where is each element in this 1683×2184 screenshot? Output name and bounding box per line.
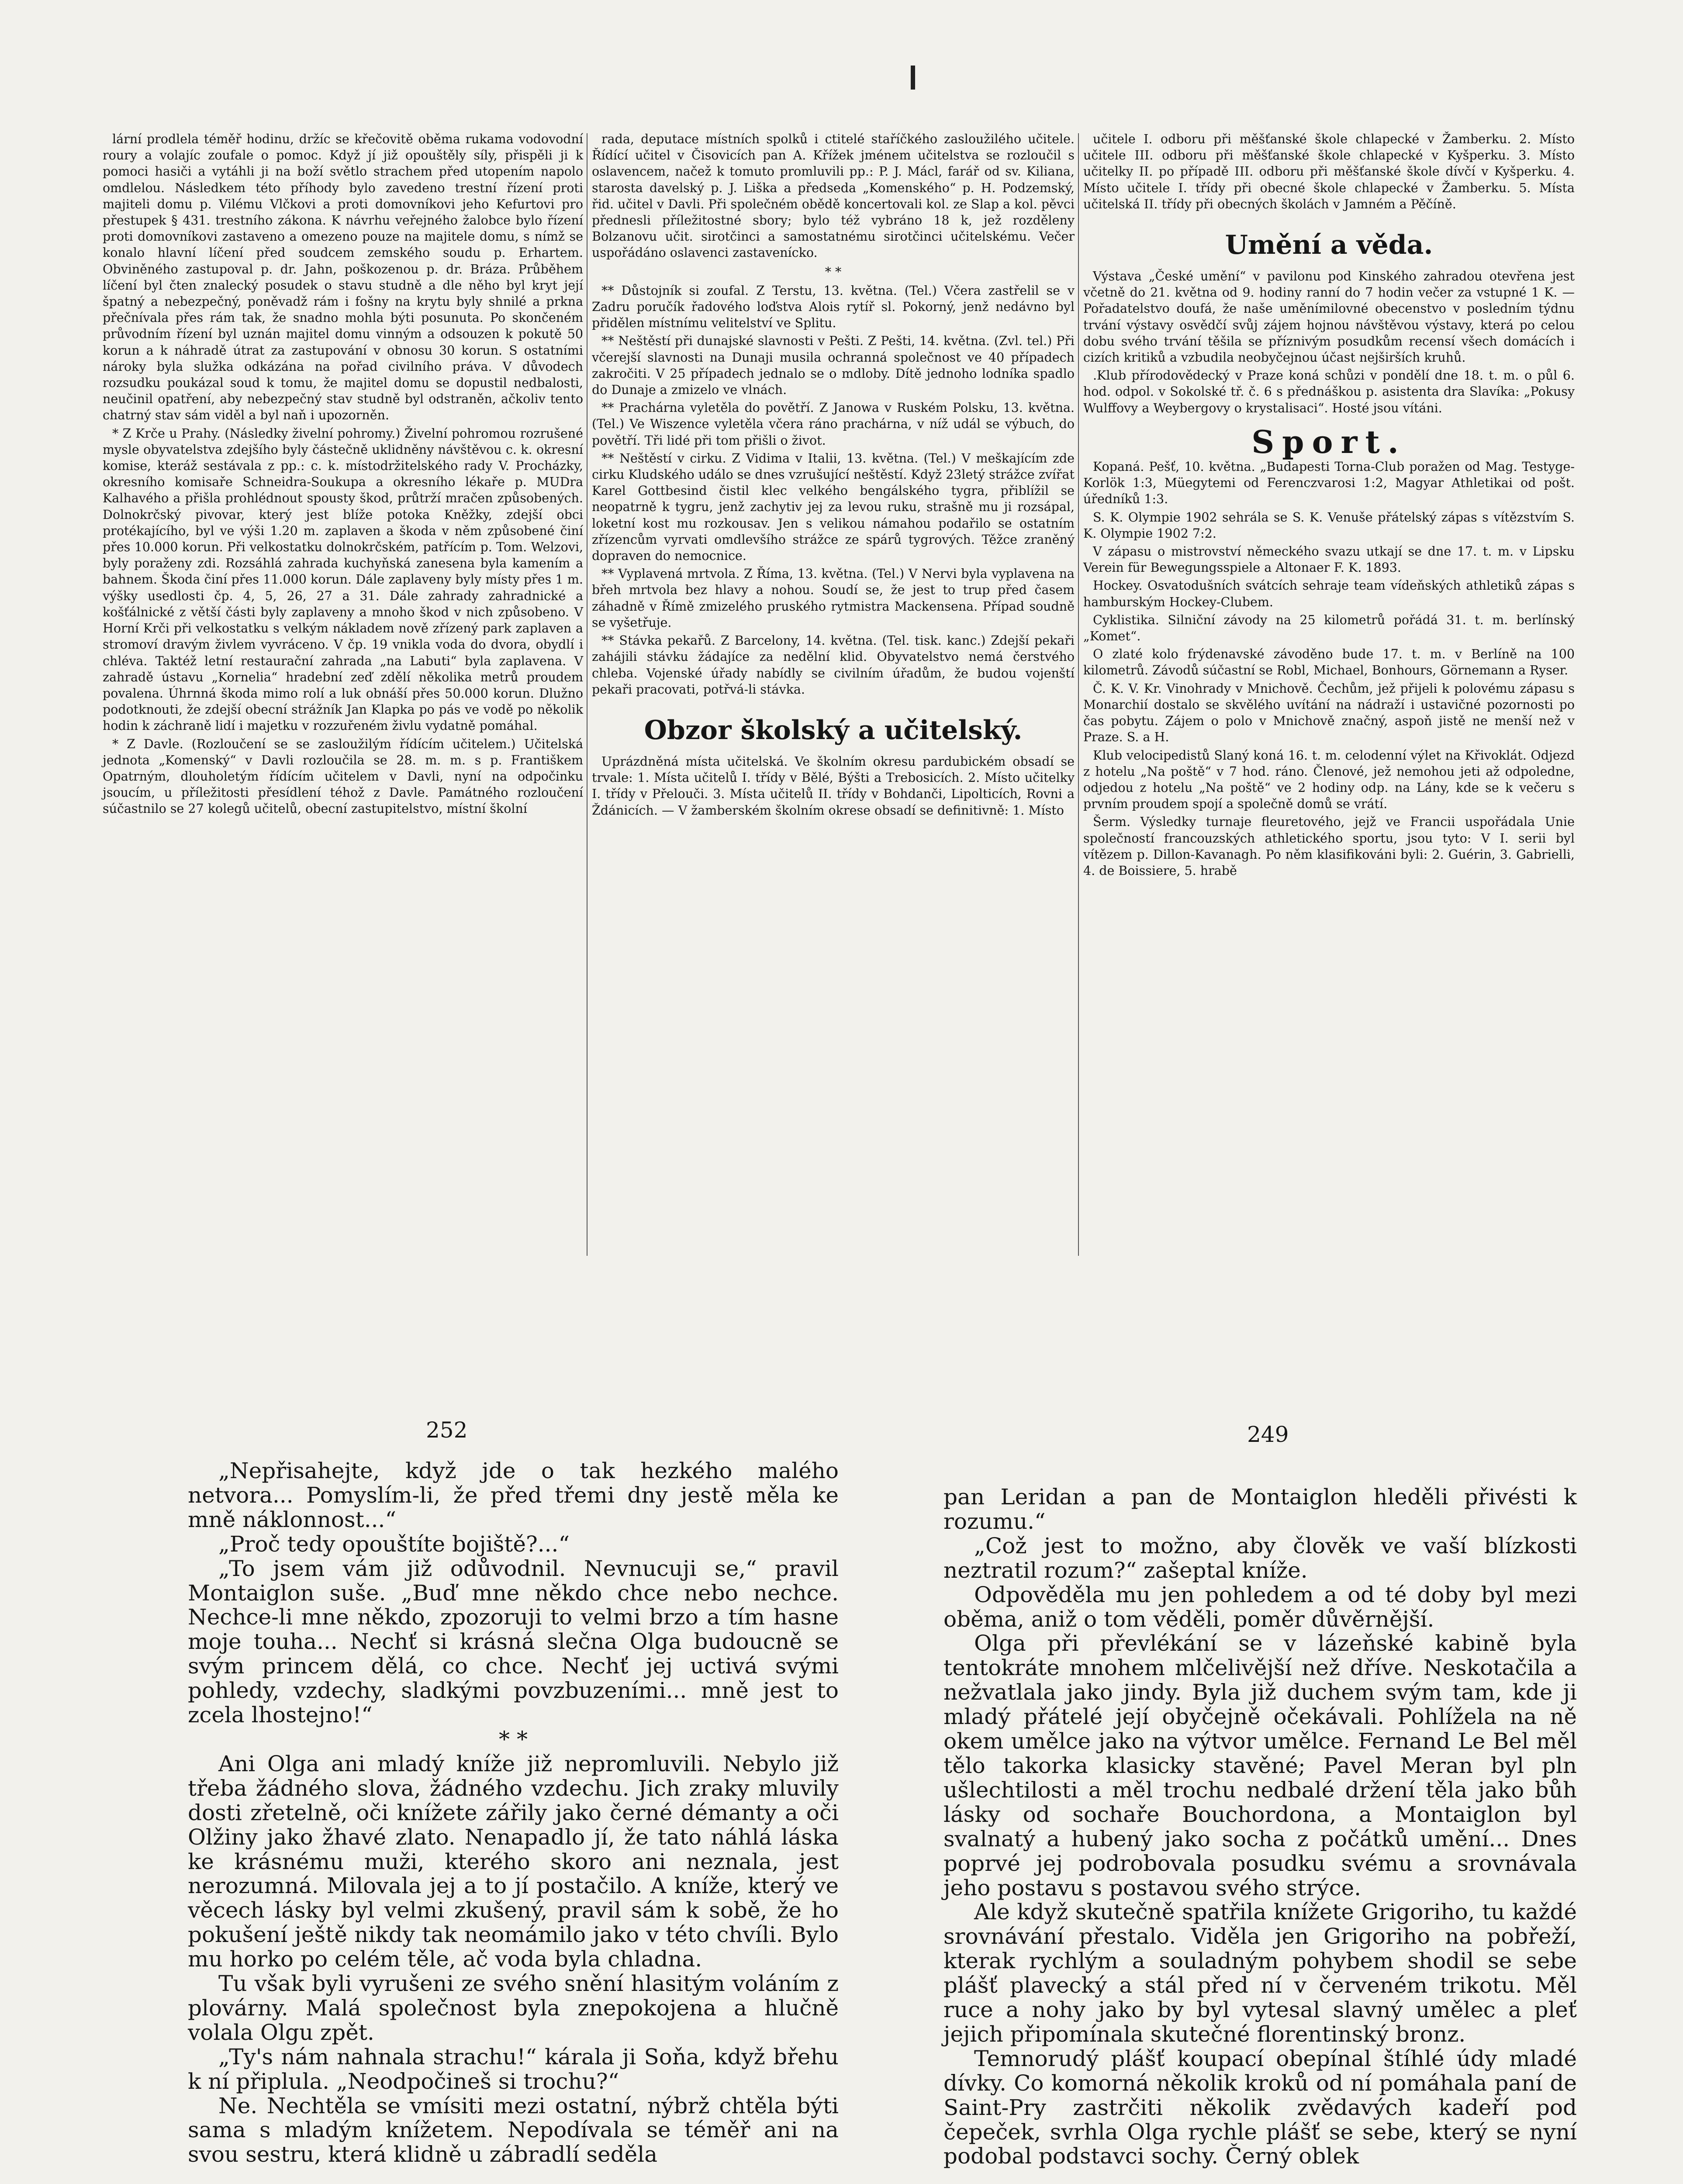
news-item: Hockey. Osvatodušních svátcích sehraje team vídeňských athletiků zápas s hamburským Hockey-Clubem. (1083, 578, 1575, 609)
news-item: ** Neštěstí při dunajské slavnosti v Pešti. Z Pešti, 14. května. (Zvl. tel.) Při včerejší slavnosti na Dunaji musila ochranná společnost ve 40 případech zakročiti. V 25 případech jednalo se o mdloby. Dítě jednoho lodníka spadlo do Dunaje a zmizelo ve vlnách. (592, 334, 1075, 397)
news-item: .Klub přírodovědecký v Praze koná schůzi v pondělí dne 18. t. m. o půl 6. hod. odpol. v Sokolské tř. č. 6 s přednáškou p. asistenta dra Slavíka: „Pokusy Wulffovy a Weybergovy o krystalisaci“. Hosté jsou vítáni. (1083, 368, 1575, 415)
novel-paragraph: „To jsem vám již odůvodnil. Nevnucuji se,“ pravil Montaiglon suše. „Buď mne někdo chce nebo nechce. Nechce-li mne někdo, zpozoruji to velmi brzo a tím hasne moje touha... Nechť si krásná slečna Olga budoucně se svým princem dělá, co chce. Nechť jej uctivá svými pohledy, vzdechy, sladkými povzbuzeními... mně jest to zcela lhostejno!“ (188, 1555, 839, 1728)
newspaper-column-2 (592, 131, 1075, 820)
article-paragraph: rada, deputace místních spolků i ctitelé staříčkého zasloužilého učitele. Řídící učitel v Čisovicích pan A. Křížek jménem učitelstva se rozloučil s oslavencem, načež k tomuto promluvili pp.: P. J. Mácl, farář od sv. Kiliana, starosta davelský p. J. Liška a předseda „Komenského“ p. H. Podzemský, řid. učitel v Davli. Při společném obědě koncertovali kol. ze Slap a kol. pěvci přednesli příležitostné sbory; bylo též vybráno 18 k, jež rozděleny Bolzanovu učit. sirotčinci a samostatnému sirotčinci učitelskému. Večer uspořádáno oslavenci zastavenícko. (592, 132, 1075, 260)
section-heading: Umění a věda. (1225, 230, 1433, 261)
news-item: V zápasu o mistrovství německého svazu utkají se dne 17. t. m. v Lipsku Verein für Bewegungsspiele a Altonaer F. K. 1893. (1083, 544, 1575, 575)
novel-paragraph: pan Leridan a pan de Montaiglon hleděli přivésti k rozumu.“ (943, 1484, 1577, 1534)
news-item: Cyklistika. Silniční závody na 25 kilometrů pořádá 31. t. m. berlínský „Komet“. (1083, 612, 1575, 644)
newspaper-column-1 (103, 131, 583, 819)
article-paragraph: * Z Krče u Prahy. (Následky živelní pohromy.) Živelní pohromou rozrušené mysle obyvatelstva zdejšího byly částečně uklidněny návštěvou c. k. okresní komise, kteráž sestávala z pp.: c. k. místodržitelského rady V. Procházky, okresního komisaře Schneidra-Soukupa a okresního lékaře p. MUDra Kalhavého a přišla prohlédnout spousty škod, průtrží mračen způsobených. Dolnokrčský pivovar, který jest blíže potoka Kněžky, zdejší obci protékajícího, byl ve výši 1.20 m. zaplaven a škoda v něm způsobené činí přes 10.000 korun. Při velkostatku dolnokrčském, patřícím p. Tom. Welzovi, byly poraženy zdi. Rozsáhlá zahrada kuchyňská zanesena byla kamením a bahnem. Škoda činí přes 11.000 korun. Dále zaplaveny byly místy přes 1 m. výšky usedlosti čp. 4, 5, 26, 27 a 31. Dále zahrady zahradnické a košťálnické z větší části byly zaplaveny a mnoho škod v nich způsobeno. V Horní Krči při velkostatku s velkým nákladem nově zřízený park zaplaven a stromoví dravým živlem vyvráceno. V čp. 19 vnikla voda do dvora, obydlí i chléva. Taktéž letní restaurační zahrada „na Labuti“ byla zaplavena. V zahradě ústavu „Kornelia“ hradební zeď zdělí několika metrů proudem povalena. Úhrnná škoda mimo rolí a luk obnáší přes 50.000 korun. Dlužno podotknouti, že zdejší obecní strážník Jan Klapka po pás ve vodě po několik hodin k záchraně lidí i majetku v rozzuřeném živlu vydatně pomáhal. (103, 426, 583, 733)
novel-paragraph: Temnorudý plášť koupací obepínal štíhlé údy mladé dívky. Co komorná několik kroků od ní pomáhala paní de Saint-Pry zastrčiti několik zvědavých kadeří pod čepeček, svrhla Olga rychle plášť se sebe, který se nyní podobal podstavci sochy. Černý oblek (943, 2046, 1577, 2169)
section-heading: Sport. (1251, 423, 1407, 460)
separator-stars: * * (499, 1726, 528, 1752)
newspaper-column-3 (1083, 131, 1575, 881)
page-number-left: 252 (426, 1417, 468, 1443)
news-item: Výstava „České umění“ v pavilonu pod Kinského zahradou otevřena jest včetně do 21. května od 9. hodiny ranní do 7 hodin večer za vstupné 1 K. — Pořadatelstvo doufá, že naše uměnímilovné obecenstvo v posledním týdnu trvání výstavy osvědčí svůj zájem hojnou návštěvou výstavy, která po celou dobu svého trvání těšila se příznivým posudkům recensí všech domácích i cizích kritiků a vzbudila neobyčejnou účast nejširších kruhů. (1083, 269, 1575, 365)
news-item: S. K. Olympie 1902 sehrála se S. K. Venuše přátelský zápas s vítězstvím S. K. Olympie 1902 7:2. (1083, 510, 1575, 541)
novel-paragraph: Ani Olga ani mladý kníže již nepromluvili. Nebylo již třeba žádného slova, žádného vzdechu. Jich zraky mluvily dosti zřetelně, oči knížete zářily jako černé démanty a oči Olžiny jako žhavé zlato. Nenapadlo jí, že tato náhlá láska ke krásnému muži, kterého skoro ani neznala, jest nerozumná. Milovala jej a to jí postačilo. A kníže, který ve věcech lásky byl velmi zkušený, pravil sám k sobě, že ho pokušení ještě nikdy tak neomámilo jako v této chvíli. Bylo mu horko po celém těle, ač voda byla chladna. (188, 1751, 839, 1972)
section-heading: Obzor školský a učitelský. (644, 715, 1023, 746)
article-paragraph: lární prodlela téměř hodinu, držíc se křečovitě oběma rukama vodovodní roury a volajíc zoufale o pomoc. Když jí již opouštěly síly, přispěli ji k pomoci hasiči a vytáhli ji na boží světlo strachem před utopením napolo omdlelou. Následkem této příhody bylo zavedeno trestní řízení proti majiteli domu p. Vilému Vlčkovi a proti domovníkovi jeho Kefurtovi pro přestupek § 431. trestního zákona. K návrhu veřejného žalobce bylo řízení proti domovníkovi zastaveno a omezeno pouze na majitele domu, s nímž se konalo hlavní líčení před soudcem zemského soudu p. Erhartem. Obviněného zastupoval p. dr. Jahn, poškozenou p. dr. Bráza. Průběhem líčení byl čten znalecký posudek o stavu studně a dle něho byl kryt její špatný a nebezpečný, poněvadž rám i fošny na krytu byly shnilé a prkna přečnívala přes rám tak, že snadno mohla býti posunuta. Po skončeném průvodním řízení byl uznán majitel domu vinným a odsouzen k pokutě 50 korun a k náhradě útrat za zastupování v obnosu 30 korun. S ostatními nároky byla služka odkázána na pořad civilního práva. V důvodech rozsudku poukázal soud k tomu, že majitel domu se dopustil nedbalosti, neučinil opatření, aby nebezpečný stav studně byl odstraněn, ačkoliv tento chatrný stav sám viděl a byl naň i upozorněn. (103, 132, 583, 423)
news-item: učitele I. odboru při měšťanské škole chlapecké v Žamberku. 2. Místo učitele III. odboru při měšťanské škole chlapecké v Kyšperku. 3. Místo učitelky II. po případě III. odboru při měšťanské škole dívčí v Kyšperku. 4. Místo učitele I. třídy při obecné škole chlapecké v Žamberku. 5. Místa učitelská II. třídy při obecných školách v Jamném a Pěčíně. (1083, 132, 1575, 211)
novel-paragraph: „Což jest to možno, aby člověk ve vaší blízkosti neztratil rozum?“ zašeptal kníže. (943, 1533, 1577, 1583)
news-item: Uprázdněná místa učitelská. Ve školním okresu pardubickém obsadí se trvale: 1. Místa učitelů I. třídy v Bělé, Býšti a Trebosicích. 2. Místo učitelky I. třídy v Přelouči. 3. Místa učitelů II. třídy v Bohdanči, Lipolticích, Rovni a Ždánicích. — V žamberském školním okrese obsadí se definitivně: 1. Místo (592, 754, 1075, 818)
novel-paragraph: Odpověděla mu jen pohledem a od té doby byl mezi oběma, aniž o tom věděli, poměr důvěrnější. (943, 1582, 1577, 1632)
news-item: Klub velocipedistů Slaný koná 16. t. m. celodenní výlet na Křivoklát. Odjezd z hotelu „Na poště“ v 7 hod. ráno. Členové, jež nemohou jeti až odpoledne, odjedou z hotelu „Na poště“ ve 2 hodiny odp. na Lány, kde se k večeru s prvním proudem spojí a společně domů se vrátí. (1083, 748, 1575, 812)
novel-page-left (188, 1459, 839, 2167)
news-item: Šerm. Výsledky turnaje fleuretového, jejž ve Francii uspořádala Unie společností francouzských athletického sportu, jsou tyto: V I. serii byl vítězem p. Dillon-Kavanagh. Po něm klasifikováni byli: 2. Guérin, 3. Gabrielli, 4. de Boissiere, 5. hrabě (1083, 815, 1575, 878)
news-item: ** Prachárna vyletěla do povětří. Z Janowa v Ruském Polsku, 13. května. (Tel.) Ve Wiszence vyletěla včera ráno prachárna, v níž udál se výbuch, do povětří. Tři lidé při tom přišli o život. (592, 401, 1075, 448)
news-item: Č. K. V. Kr. Vinohrady v Mnichově. Čechům, jež přijeli k polovému zápasu s Monarchií dostalo se skvělého uvítání na nádraží i ustavičné pozornosti po čas pobytu. Zájem o polo v Mnichově značný, aspoň jistě ne menší než v Praze. S. a H. (1083, 681, 1575, 745)
novel-paragraph: Olga při převlékání se v lázeňské kabině byla tentokráte mnohem mlčelivější než dříve. Neskotačila a nežvatlala jako jindy. Byla již duchem svým tam, kde ji mladý přátelé její obyčejně očekávali. Pohlížela na ně okem umělce jako na výtvor umělce. Fernand Le Bel měl tělo takorka klasicky stavěné; Pavel Meran byl pln ušlechtilosti a měl trochu nedbalé držení těla jako bůh lásky od sochaře Bouchordona, a Montaiglon byl svalnatý a hubený jako socha z počátků umění... Dnes poprvé jej podrobovala posudku svému a srovnávala jeho postavu s postavou svého strýce. (943, 1631, 1577, 1901)
news-item: ** Neštěstí v cirku. Z Vidima v Italii, 13. května. (Tel.) V meškajícím zde cirku Kludského událo se dnes vzrušující neštěstí. Když 23letý strážce zvířat Karel Gottbesind čistil klec velkého bengálského tygra, přiblížil se neopatrně k tygru, jenž zachytiv jej za levou ruku, strašně mu ji rozsápal, loketní kost mu rozkousav. Jen s velikou námahou podařilo se ostatním zřízencům vyrvati omdlevšího strážce ze spárů tygrových. Těžce zraněný dopraven do nemocnice. (592, 451, 1075, 563)
novel-paragraph: „Proč tedy opouštíte bojiště?...“ (218, 1531, 570, 1557)
novel-paragraph: Tu však byli vyrušeni ze svého snění hlasitým voláním z plovárny. Malá společnost byla znepokojena a hlučně volala Olgu zpět. (188, 1971, 839, 2045)
news-item: ** Důstojník si zoufal. Z Terstu, 13. května. (Tel.) Včera zastřelil se v Zadru poručík řadového loďstva Alois rytíř sl. Pokorný, jenž nedávno byl přidělen místnímu velitelství ve Splitu. (592, 283, 1075, 331)
news-item: Kopaná. Pešť, 10. května. „Budapesti Torna-Club poražen od Mag. Testyge-Korlök 1:3, Müegytemi od Ferenczvarosi 1:2, Magyar Athletikai od pošt. úředníků 1:3. (1083, 460, 1575, 507)
novel-paragraph: „Nepřisahejte, když jde o tak hezkého malého netvora... Pomyslím-li, že před třemi dny jestě měla ke mně náklonnost...“ (188, 1458, 839, 1532)
novel-paragraph: „Ty's nám nahnala strachu!“ kárala ji Soňa, když břehu k ní připlula. „Neodpočineš si trochu?“ (188, 2044, 839, 2094)
article-paragraph: * Z Davle. (Rozloučení se se zasloužilým řídícím učitelem.) Učitelská jednota „Komenský“ v Davli rozloučila se 28. m. m. s p. Františkem Opatrným, dlouholetým řídícím učitelem v Davli, nyní na odpočinku jsoucím, u příležitosti přesídlení téhož z Davle. Památného rozloučení súčastnilo se 27 kolegů učitelů, obecní zastupitelstvo, místní školní (103, 736, 583, 816)
novel-paragraph: Ne. Nechtěla se vmísiti mezi ostatní, nýbrž chtěla býti sama s mladým knížetem. Nepodívala se téměř ani na svou sestru, která klidně u zábradlí seděla (188, 2093, 839, 2167)
news-item: ** Stávka pekařů. Z Barcelony, 14. května. (Tel. tisk. kanc.) Zdejší pekaři zahájili stávku žádajíce za nedělní klid. Obyvatelstvo nemá čerstvého chleba. Vojenské úřady nabídly se civilním úřadům, že budou vojenští pekaři pracovati, potřvá-li stávka. (592, 633, 1075, 697)
page-number-right: 249 (1247, 1422, 1289, 1447)
news-item: O zlaté kolo frýdenavské závoděno bude 17. t. m. v Berlíně na 100 kilometrů. Závodů súčastní se Robl, Michael, Bonhours, Görnemann a Ryser. (1083, 647, 1575, 678)
scan-mark (911, 66, 915, 90)
news-item: ** Vyplavená mrtvola. Z Říma, 13. května. (Tel.) V Nervi byla vyplavena na břeh mrtvola bez hlavy a nohou. Soudí se, že jest to trup před časem záhadně v Římě zmizelého pruského rytmistra Mackensena. Případ soudně se vyšetřuje. (592, 567, 1075, 630)
novel-paragraph: Ale když skutečně spatřila knížete Grigoriho, tu každé srovnávání přestalo. Viděla jen Grigoriho na pobřeží, kterak rychlým a souladným pohybem shodil se sebe plášť plavecký a stál před ní v červeném trikotu. Měl ruce a nohy jako by byl vytesal slavný umělec a pleť jejich připomínala skutečné florentinský bronz. (943, 1899, 1577, 2047)
separator-stars: * * (825, 264, 842, 279)
column-rule (1078, 133, 1079, 1256)
novel-page-right (943, 1485, 1577, 2169)
